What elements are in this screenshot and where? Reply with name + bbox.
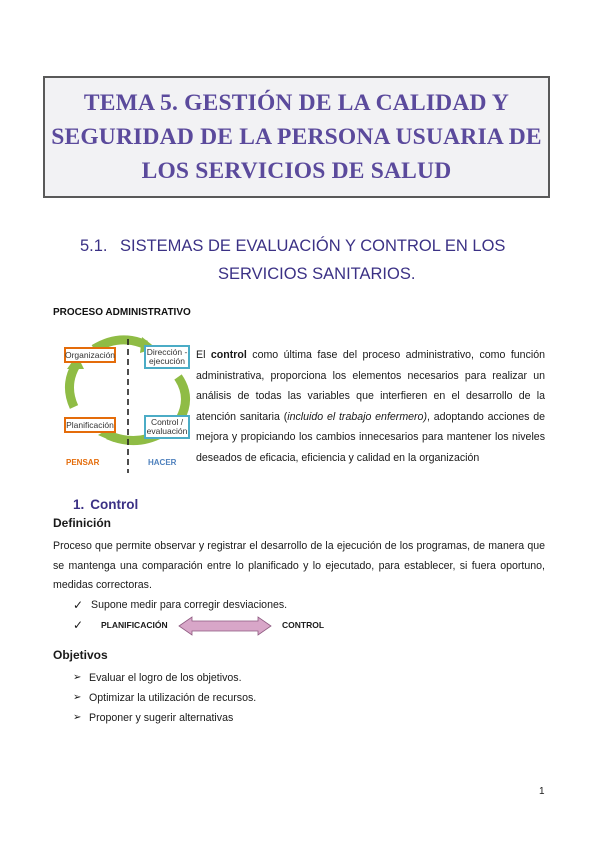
arrow-bullet-icon: ➢ [73,692,82,703]
arrow-bullet-icon: ➢ [73,672,82,683]
organizacion-box: Organización [64,347,116,363]
intro-text-2: como última fase del proceso administrativo, como función administrativa, proporciona los elementos necesarios para realizar un análisis de todas las variables que interfieren en el desarrollo de la atención sanitaria ( [196,349,545,423]
check-icon: ✓ [73,598,84,612]
check-item-1-text: Supone medir para corregir desviaciones. [91,599,288,611]
check-item-1 [73,598,287,612]
cycle-arrow-left [69,365,76,407]
objetivos-list [73,668,256,728]
section-title-line-2: SERVICIOS SANITARIOS. [218,265,416,283]
direccion-box: Dirección - ejecución [144,345,190,369]
definicion-body: Proceso que permite observar y registrar el desarrollo de la ejecución de los programas, de manera que se mantenga una comparación entre lo planificado y lo ejecutado, para establecer, si fuera oportuno, medidas correctoras. [53,540,545,591]
control-label: CONTROL [282,620,325,630]
double-arrow-shape [179,617,271,635]
title-box [43,76,550,198]
section-title-line-1: SISTEMAS DE EVALUACIÓN Y CONTROL EN LOS [120,237,506,255]
cycle-arrow-right [178,377,186,419]
control-heading-number: 1. [73,497,85,512]
title-line-2: SEGURIDAD DE LA PERSONA USUARIA DE [51,124,542,150]
list-item [73,668,256,688]
double-arrow-icon [178,616,272,636]
definicion-heading: Definición [53,516,112,530]
proceso-administrativo-label: PROCESO ADMINISTRATIVO [53,307,191,318]
intro-text-1: El [196,349,211,361]
objetivo-text: Optimizar la utilización de recursos. [89,692,257,704]
title-line-1: TEMA 5. GESTIÓN DE LA CALIDAD Y [83,90,510,116]
objetivos-heading: Objetivos [53,648,108,662]
planificacion-label: PLANIFICACIÓN [101,620,168,630]
intro-text-3: , adoptando acciones de mejora y propiciando los cambios innecesarios para mantener los niveles deseados de eficacia, eficiencia y calidad en la organización [196,410,545,464]
hacer-label: HACER [148,458,177,467]
intro-italic: incluido el trabajo enfermero) [287,410,427,423]
list-item [73,708,256,728]
list-item [73,688,256,708]
objetivo-text: Proponer y sugerir alternativas [89,712,234,724]
objetivo-text: Evaluar el logro de los objetivos. [89,672,242,684]
pensar-label: PENSAR [66,458,100,467]
check-item-2 [73,618,91,632]
check-icon: ✓ [73,618,84,632]
section-number: 5.1. [80,237,108,255]
control-heading-label: Control [90,497,139,512]
title-line-3: LOS SERVICIOS DE SALUD [141,158,452,184]
arrow-bullet-icon: ➢ [73,712,82,723]
intro-bold-control: control [210,349,247,361]
control-heading [73,497,138,512]
control-box: Control / evaluación [144,415,190,439]
page-title [51,86,542,188]
section-heading [80,232,540,288]
page-number: 1 [539,786,545,797]
control-intro-paragraph [196,345,545,468]
planificacion-box: Planificación [64,417,116,433]
proceso-diagram [58,335,198,475]
